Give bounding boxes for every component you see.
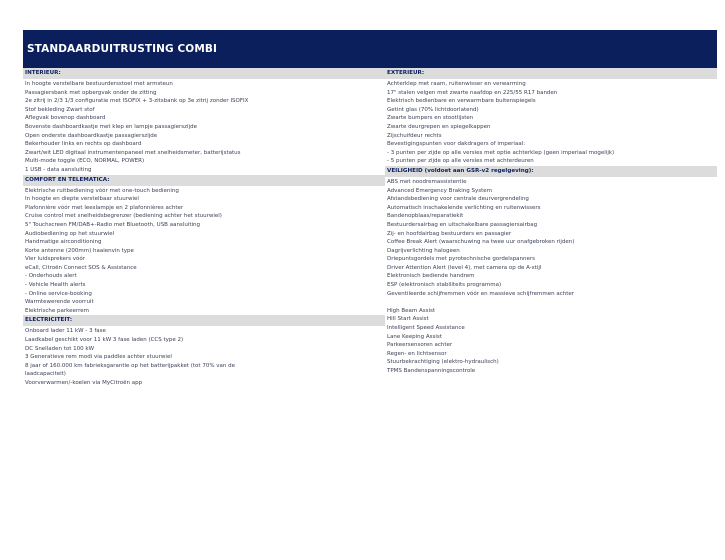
- list-item: Zijschuifdeur rechts: [387, 132, 442, 139]
- interieur-list: [23, 80, 385, 175]
- list-item: Laadkabel geschikt voor 11 kW 3 fase laden (CCS type 2): [25, 337, 184, 344]
- list-item: 1 USB - data aansluiting: [25, 166, 92, 173]
- section-heading-electriciteit: ELECTRICITEIT:: [23, 315, 385, 326]
- list-item: Onboard lader 11 kW - 3 fase: [25, 328, 106, 335]
- list-item: Stuurbekrachtiging (elektro-hydraulisch): [387, 359, 499, 366]
- list-item: TPMS Bandenspanningscontrole: [387, 368, 476, 374]
- list-item: High Beam Assist: [387, 307, 436, 314]
- list-item: 17" stalen velgen met zwarte naafdop en 225/55 R17 banden: [387, 89, 558, 96]
- list-item: 3 Generatieve rem modi via paddles achter stuurwiel: [25, 354, 172, 361]
- list-item: 2e zitrij in 2/3 1/3 configuratie met ISOFIX + 3-zitsbank op 3e zitrij zonder ISOFIX: [25, 98, 249, 105]
- list-item: Voorverwarmen/-koelen via MyCitroën app: [25, 380, 143, 386]
- section-heading-exterieur: EXTERIEUR:: [385, 68, 717, 79]
- section-heading-interieur: INTERIEUR:: [23, 68, 385, 79]
- list-item: Automatisch inschakelende verlichting en ruitenwissers: [387, 204, 541, 211]
- list-item: ABS met noodremassistentie: [387, 178, 467, 185]
- list-item: Warmtewerende voorruit: [25, 299, 94, 306]
- list-item: Handmatige airconditioning: [25, 239, 102, 246]
- section-heading-comfort: COMFORT EN TELEMATICA:: [23, 175, 385, 186]
- list-item: Coffee Break Alert (waarschuwing na twee uur onafgebroken rijden): [387, 239, 575, 246]
- list-item: 5" Touchscreen FM/DAB+-Radio met Bluetooth, USB aansluiting: [25, 221, 201, 228]
- list-item: Bekerhouder links en rechts op dashboard: [25, 141, 142, 148]
- list-item: Elektronisch bediende handrem: [387, 273, 475, 280]
- list-item: Cruise control met snelheidsbegrenzer (bediening achter het stuurwiel): [25, 213, 222, 220]
- list-item: 8 jaar of 160.000 km fabrieksgarantie op het batterijpakket (tot 70% van de: [25, 362, 236, 369]
- list-item: Geventileerde schijfremmen vóór en massieve schijfremmen achter: [387, 290, 575, 297]
- list-item: Advanced Emergency Braking System: [387, 187, 493, 194]
- list-item: Afstandsbediening voor centrale deurvergrendeling: [387, 196, 529, 203]
- list-item: Achterklep met raam, ruitenwisser en verwarming: [387, 81, 526, 87]
- list-item: - Online service-booking: [25, 290, 92, 297]
- comfort-list: [23, 187, 385, 316]
- veiligheid-list: [385, 178, 717, 376]
- electriciteit-list: [23, 327, 385, 387]
- list-item: [385, 298, 717, 307]
- list-item: In hoogte verstelbare bestuurdersstoel met armsteun: [25, 81, 173, 87]
- list-item: Bevestigingspunten voor dakdragers of imperiaal:: [387, 141, 526, 148]
- section-heading-veiligheid: VEILIGHEID (voldoet aan GSR-v2 regelgeving):: [385, 166, 717, 177]
- list-item: Parkeersensoren achter: [387, 342, 453, 349]
- exterieur-list: [385, 80, 717, 166]
- list-item: Korte antenne (200mm) haaienvin type: [25, 247, 134, 254]
- list-item: Zij- en hoofdairbag bestuurders en passagier: [387, 230, 512, 237]
- list-item: Multi-mode toggle (ECO, NORMAL, POWER): [25, 158, 145, 165]
- list-item: - 3 punten per zijde op alle versies met optie achterklep (geen imperiaal mogelijk): [387, 149, 615, 156]
- list-item: - Vehicle Health alerts: [25, 282, 86, 289]
- list-item: Stof bekleding Zwart stof: [25, 106, 95, 113]
- list-item: - Onderhouds alert: [25, 273, 77, 280]
- list-item: Elektrische parkeerrem: [25, 307, 89, 314]
- list-item: Bovenste dashboardkastje met klep en lampje passagierszijde: [25, 123, 197, 130]
- list-item: Aflegvak bovenop dashboard: [25, 115, 106, 122]
- list-item: Lane Keeping Assist: [387, 333, 442, 340]
- list-item: Driepuntsgordels met pyrotechnische gordelspanners: [387, 256, 536, 263]
- list-item: Bestuurdersairbag en uitschakelbare passagiersairbag: [387, 221, 538, 228]
- list-item: - 5 punten per zijde op alle versies met achterdeuren: [387, 158, 534, 165]
- left-column: [23, 68, 385, 388]
- list-item: Regen- en lichtsensor: [387, 350, 447, 357]
- list-item: Vier luidsprekers vóór: [25, 256, 85, 263]
- list-item: Plafonnière vóór met leeslampje en 2 plafonnières achter: [25, 204, 184, 211]
- list-item: Hill Start Assist: [387, 316, 429, 323]
- list-item: Elektrisch bedienbare en verwarmbare buitenspiegels: [387, 98, 536, 105]
- list-item: laadcapaciteit): [25, 371, 66, 378]
- list-item: Getint glas (70% lichtdoorlatend): [387, 106, 479, 113]
- list-item: Passagiersbank met opbergvak onder de zitting: [25, 89, 157, 96]
- list-item: DC Snelladen tot 100 kW: [25, 345, 95, 352]
- page-title: STANDAARDUITRUSTING COMBI: [27, 43, 217, 55]
- list-item: Elektrische ruitbediening vóór met one-touch bediening: [25, 187, 179, 194]
- list-item: Intelligent Speed Assistance: [387, 325, 465, 332]
- list-item: Zwart/wit LED digitaal instrumentenpaneel met snelheidsmeter, batterijstatus: [25, 149, 241, 156]
- list-item: In hoogte en diepte verstelbaar stuurwiel: [25, 196, 139, 203]
- list-item: Dagrijverlichting halogeen: [387, 247, 460, 254]
- list-item: Zwarte deurgrepen en spiegelkappen: [387, 123, 491, 130]
- list-item: Bandenopblaas/reparatiekit: [387, 213, 464, 220]
- list-item: Zwarte bumpers en stootlijsten: [387, 115, 474, 122]
- right-column: [385, 68, 717, 376]
- list-item: Open onderste dashboardkastje passagierszijde: [25, 132, 158, 139]
- list-item: Audiobediening op het stuurwiel: [25, 230, 115, 237]
- title-bar: [23, 30, 717, 68]
- list-item: Driver Attention Alert (level 4), met camera op de A-stijl: [387, 264, 542, 271]
- list-item: ESP (elektronisch stabiliteits programma): [387, 282, 502, 289]
- list-item: eCall, Citroën Connect SOS & Assistance: [25, 264, 137, 271]
